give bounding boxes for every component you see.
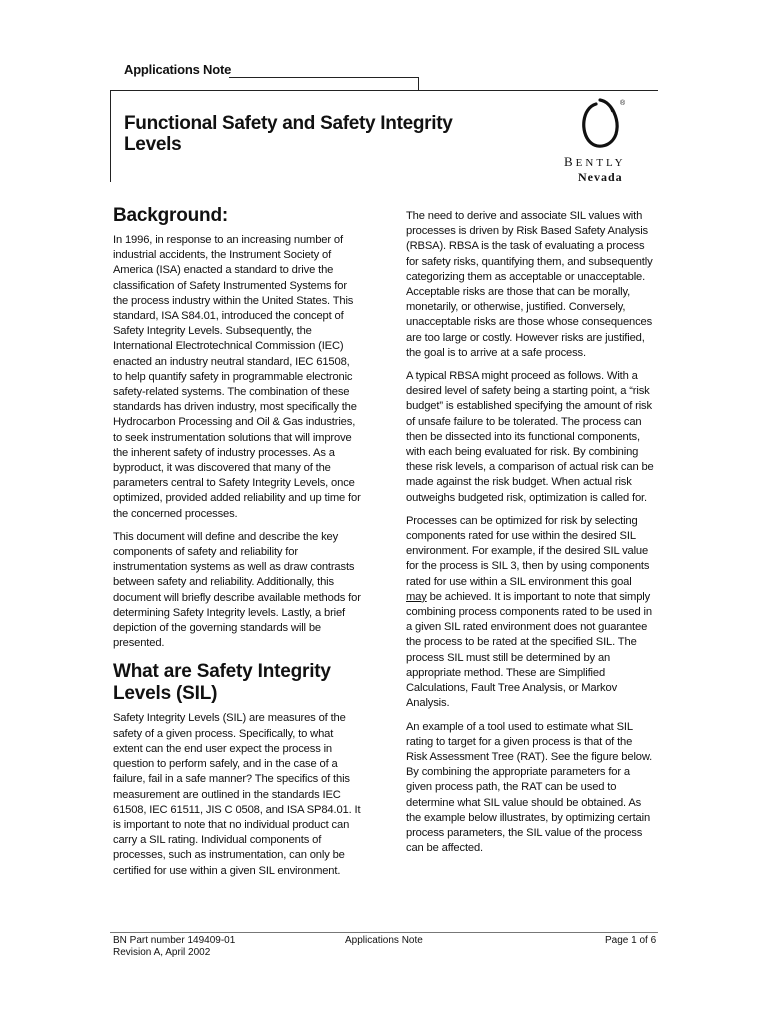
footer-page-number: Page 1 of 6	[605, 935, 657, 946]
right-column	[406, 209, 654, 864]
rbsa-procedure-paragraph: A typical RBSA might proceed as follows. With a desired level of safety being a starting point, a “risk budget” is established specifying the amount of risk of unsafe failure to be tolerated. The process can then be dissected into its functional components, with each being evaluated for risk. By combining these risk levels, a comparison of actual risk can be made against the risk budget. When actual risk outweighs budgeted risk, optimization is called for.	[406, 370, 654, 504]
rat-paragraph: An example of a tool used to estimate what SIL rating to target for a given process is that of the Risk Assessment Tree (RAT). See the figure below. By combining the appropriate parameters for a given process path, the RAT can be used to determine what SIL value should be obtained. As the example below illustrates, by optimizing certain process parameters, the SIL value of the process can be affected.	[406, 720, 653, 855]
header-underline	[229, 77, 419, 78]
footer-rule	[110, 932, 658, 933]
heading-background: Background:	[113, 205, 228, 226]
bently-nevada-logo	[560, 96, 656, 190]
background-paragraph-1: In 1996, in response to an increasing number of industrial accidents, the Instrument Society of America (ISA) enacted a standard to drive the classification of Safety Instrumented Systems for the process industry within the United States. This standard, ISA S84.01, introduced the concept of Safety Integrity Levels. Subsequently, the International Electrotechnical Commission (IEC) enacted an industry neutral standard, IEC 61508, to help quantify safety in programmable electronic safety-related systems. The combination of these standards has driven industry, most specifically the Hydrocarbon Processing and Oil & Gas industries, to seek instrumentation solutions that will improve the inherent safety of industry processes. As a byproduct, it was discovered that many of the parameters central to Safety Integrity Levels, once optimized, provided added reliability and up time for the concerned processes.	[113, 234, 361, 520]
header-tick	[418, 77, 419, 91]
sil-paragraph-1: Safety Integrity Levels (SIL) are measures of the safety of a given process. Specifically, to what extent can the end user expect the process in question to perform safely, and in the case of a failure, fail in a safe manner? The specifics of this measurement are outlined in the standards IEC 61508, IEC 61511, JIS C 0508, and ISA SP84.01. It is important to note that no individual product can carry a SIL rating. Individual components of processes, such as instrumentation, can only be certified for use within a given SIL environment.	[113, 712, 361, 877]
footer-part-number: BN Part number 149409-01	[113, 935, 236, 946]
left-column	[113, 205, 361, 887]
logo-word-initial: B	[564, 154, 576, 169]
doc-type-label: Applications Note	[124, 62, 232, 77]
logo-swirl-icon	[560, 96, 656, 156]
optimization-text-b: be achieved. It is important to note that simply combining process components rated to be used in a given SIL rated environment does not guarantee the process to be rated at the specified SIL. The process SIL must still be determined by an appropriate method. These are Simplified Calculations, Fault Tree Analysis, or Markov Analysis.	[406, 590, 652, 710]
heading-sil: What are Safety Integrity Levels (SIL)	[113, 661, 331, 705]
optimization-text-a: Processes can be optimized for risk by selecting components rated for use within the desired SIL environment. For example, if the desired SIL value for the process is SIL 3, then by using components rated for use within a SIL environment this goal	[406, 514, 650, 588]
footer-part-info	[113, 935, 235, 959]
logo-word	[564, 154, 656, 170]
page-title: Functional Safety and Safety Integrity Levels	[124, 113, 453, 155]
logo-subword: Nevada	[578, 170, 623, 184]
footer-doc-type: Applications Note	[345, 935, 423, 946]
footer-revision: Revision A, April 2002	[113, 947, 211, 958]
logo-word-rest: ENTLY	[575, 157, 626, 169]
rbsa-paragraph: The need to derive and associate SIL values with processes is driven by Risk Based Safety Analysis (RBSA). RBSA is the task of evaluating a process for safety risks, quantifying them, and subsequently categorizing them as acceptable or unacceptable. Acceptable risks are those that can be morally, monetarily, or otherwise, justified. Conversely, unacceptable risks are those whose consequences are too large or costly. However risks are justified, the goal is to arrive at a safe process.	[406, 210, 653, 359]
underlined-may: may	[406, 590, 427, 603]
header-rule	[110, 90, 658, 91]
optimization-paragraph	[406, 514, 654, 712]
header-vertical-rule	[110, 90, 111, 182]
registered-mark: ®	[620, 100, 626, 107]
background-paragraph-2: This document will define and describe the key components of safety and reliability for instrumentation systems as well as draw contrasts between safety and reliability. Additionally, this document will briefly describe available methods for determining Safety Integrity levels. Lastly, a brief depiction of the governing standards will be presented.	[113, 530, 361, 650]
